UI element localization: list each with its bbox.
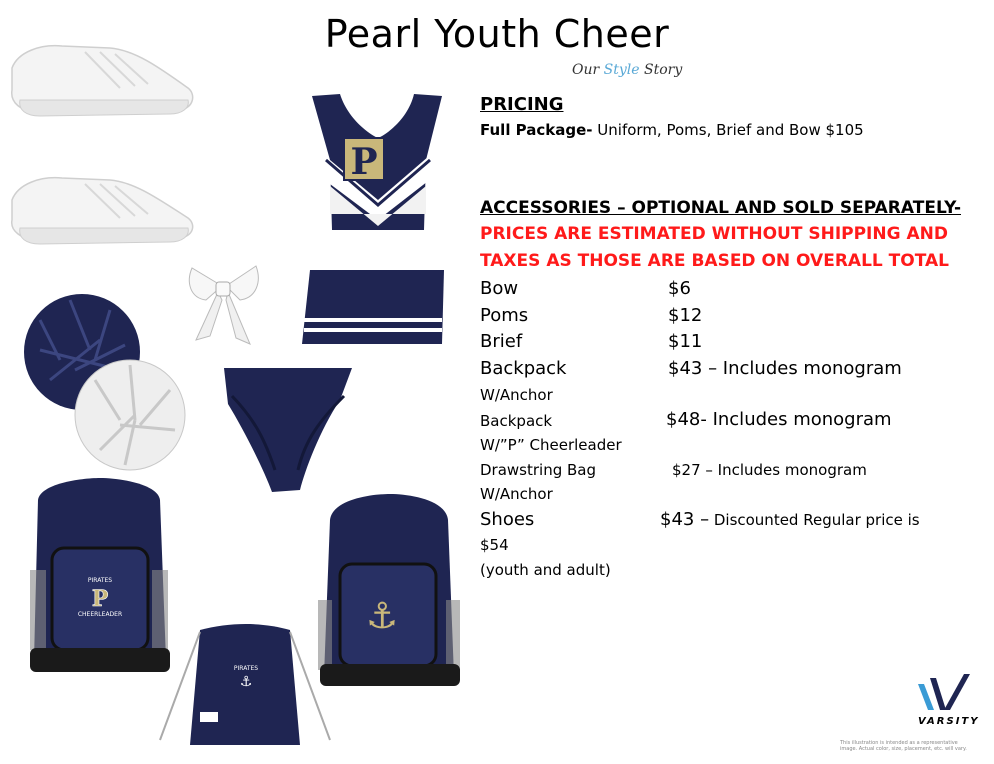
tagline-part2: Style (603, 62, 640, 78)
varsity-logo-text: VARSITY (918, 716, 980, 727)
item-shoes-price-main: $43 – (660, 509, 710, 530)
varsity-logo-icon (914, 670, 972, 714)
item-shoes-line2: $54 (480, 536, 509, 554)
item-shoes-price (660, 509, 920, 530)
price-notice-line-2: TAXES AS THOSE ARE BASED ON OVERALL TOTAL (480, 251, 949, 271)
item-poms-name: Poms (480, 305, 529, 326)
full-package-line (480, 121, 864, 139)
item-backpack-p-name: Backpack (480, 412, 553, 430)
full-package-label: Full Package- (480, 121, 593, 139)
item-backpack-anchor-price: $43 – Includes monogram (668, 358, 902, 379)
bow-image (189, 266, 258, 344)
item-backpack-anchor-sub: W/Anchor (480, 386, 553, 404)
white-pom-image (75, 360, 185, 470)
item-shoes-line3: (youth and adult) (480, 561, 611, 579)
item-backpack-anchor-name: Backpack (480, 358, 567, 379)
backpack-p-text-bottom: CHEERLEADER (77, 611, 123, 618)
drawstring-bag-image (160, 624, 330, 745)
item-shoes-price-note: Discounted Regular price is (709, 511, 920, 529)
tagline-part1: Our (572, 62, 604, 78)
drawstring-text: PIRATES (233, 665, 259, 672)
item-brief-price: $11 (668, 331, 703, 352)
shoe-image-1 (12, 46, 193, 116)
product-illustrations (0, 0, 470, 764)
backpack-p-letter: P (91, 586, 109, 612)
item-drawstring-sub: W/Anchor (480, 485, 553, 503)
item-poms-price: $12 (668, 305, 703, 326)
disclaimer-note: This illustration is intended as a representative image. Actual color, size, placement, etc. will vary. (840, 740, 967, 752)
drawstring-anchor-icon: ⚓ (239, 674, 253, 690)
price-notice-line-1: PRICES ARE ESTIMATED WITHOUT SHIPPING AND (480, 224, 948, 244)
backpack-anchor-icon: ⚓ (365, 596, 399, 637)
uniform-image (302, 94, 444, 344)
item-drawstring-name: Drawstring Bag (480, 461, 597, 479)
backpack-anchor-image (318, 494, 460, 686)
backpack-p-text-top: PIRATES (87, 577, 113, 584)
backpack-p-image (30, 478, 170, 672)
item-bow-price: $6 (668, 278, 691, 299)
item-brief-name: Brief (480, 331, 523, 352)
accessories-heading: ACCESSORIES – OPTIONAL AND SOLD SEPARATELY- (480, 198, 961, 218)
item-shoes-name: Shoes (480, 509, 535, 530)
item-backpack-p-sub: W/”P” Cheerleader (480, 436, 622, 454)
uniform-letter: P (350, 141, 378, 183)
item-backpack-p-price: $48- Includes monogram (666, 409, 892, 430)
item-drawstring-price: $27 – Includes monogram (672, 461, 867, 479)
shoe-image-2 (12, 178, 193, 244)
brief-image (224, 368, 352, 492)
page-title: Pearl Youth Cheer (324, 12, 670, 56)
tagline-part3: Story (639, 62, 683, 78)
tagline (572, 62, 682, 78)
pricing-heading: PRICING (480, 94, 564, 115)
item-bow-name: Bow (480, 278, 519, 299)
full-package-text: Uniform, Poms, Brief and Bow $105 (592, 121, 864, 139)
